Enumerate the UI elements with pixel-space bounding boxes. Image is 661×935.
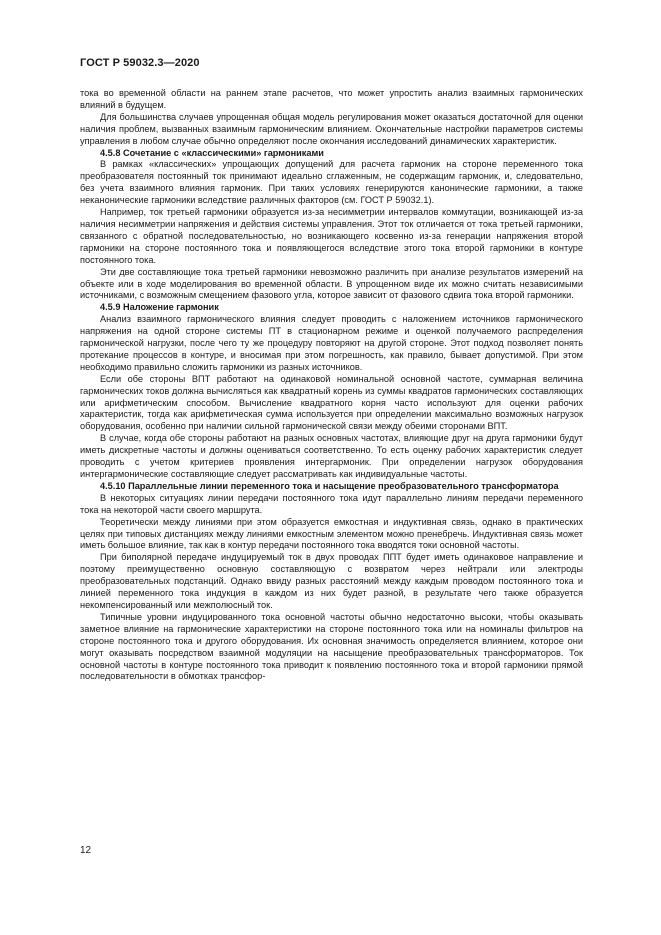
section-heading: 4.5.10 Параллельные линии переменного тока и насыщение преобразовательного трансформатора xyxy=(100,480,559,491)
paragraph: Если обе стороны ВПТ работают на одинаковой номинальной основной частоте, суммарная величина гармонических токов должна вычисляться как квадратный корень из суммы квадратов гармонических составляющих или арифметическим способом. Вычисление квадратного корня часто используют для оценки рабочих характеристик, тогда как арифметическая сумма используется при определении максимально возможных нагрузок оборудования, особенно при наличии сильной гармонической связи между обеими сторонами ВПТ. xyxy=(80,373,583,432)
document-header: ГОСТ Р 59032.3—2020 xyxy=(80,57,200,69)
paragraph: Типичные уровни индуцированного тока основной частоты обычно недостаточно высоки, чтобы оказывать заметное влияние на гармонические характеристики на стороне постоянного тока или на номиналы фильтров на стороне постоянного тока и другого оборудования. Их основная значимость определяется влиянием, которое они могут оказывать посредством взаимной модуляции на насыщение преобразовательных трансформаторов. Ток основной частоты в контуре постоянного тока приводит к появлению постоянного тока и второй гармоники прямой последовательности в обмотках трансфор- xyxy=(80,611,583,682)
page-number: 12 xyxy=(80,845,92,856)
document-body xyxy=(80,88,583,683)
paragraph: При биполярной передаче индуцируемый ток в двух проводах ППТ будет иметь одинаковое направление и поэтому преимущественно основную составляющую с возвратом через нейтрали или электроды преобразовательных подстанций. Однако ввиду разных расстояний между каждым проводом постоянного тока и линией переменного тока индукция в каждом из них будет разной, в результате чего также образуется некомпенсированный или межполюсный ток. xyxy=(80,552,583,610)
section-heading: 4.5.9 Наложение гармоник xyxy=(100,302,219,313)
paragraph: В случае, когда обе стороны работают на разных основных частотах, влияющие друг на друга гармоники будут иметь дискретные частоты и должны оцениваться соответственно. То есть оценку рабочих характеристик следует проводить с учетом критериев проявления интергармоник. При определении нагрузок оборудования интергармонические составляющие следует рассматривать как индивидуальные частоты. xyxy=(80,433,583,479)
paragraph: Например, ток третьей гармоники образуется из-за несимметрии интервалов коммутации, возникающей из-за наличия несимметрии напряжения и действия системы управления. Этот ток отличается от тока третьей гармоники, связанного с обратной последовательностью, но возникающего косвенно из-за генерации напряжения второй гармоники на стороне постоянного тока и появляющегося вследствие этого тока второй гармоники в контуре постоянного тока. xyxy=(80,207,583,265)
section-heading: 4.5.8 Сочетание с «классическими» гармониками xyxy=(100,147,324,158)
paragraph: Теоретически между линиями при этом образуется емкостная и индуктивная связь, однако в практических целях при типовых дистанциях между линиями емкостным элементом можно пренебречь. Индуктивная связь может иметь большое влияние, так как в контур передачи постоянного тока вводятся токи основной частоты. xyxy=(80,516,583,551)
paragraph: тока во временной области на раннем этапе расчетов, что может упростить анализ взаимных гармонических влияний в будущем. xyxy=(80,88,583,110)
paragraph: В некоторых ситуациях линии передачи постоянного тока идут параллельно линиям передачи переменного тока на некоторой части своего маршрута. xyxy=(80,492,583,515)
paragraph: В рамках «классических» упрощающих допущений для расчета гармоник на стороне переменного тока преобразователя постоянный ток принимают идеально сглаженным, не содержащим гармоник, и, следовательно, без учета взаимного влияния гармоник. При таких условиях генерируются канонические гармоники, а также неканонические гармоники вследствие различных факторов (см. ГОСТ Р 59032.1). xyxy=(80,159,583,206)
paragraph: Эти две составляющие тока третьей гармоники невозможно различить при анализе результатов измерений на объекте или в ходе моделирования во временной области. В упрощенном виде их можно считать независимыми источниками, с возможным смещением фазового угла, которое зависит от фазового сдвига тока второй гармоники. xyxy=(80,266,583,301)
paragraph: Для большинства случаев упрощенная общая модель регулирования может оказаться достаточной для оценки наличия проблем, вызванных взаимным гармоническим влиянием. Окончательные настройки параметров системы управления в любом случае обычно определяют после окончания исследований динамических характеристик. xyxy=(80,111,583,146)
paragraph: Анализ взаимного гармонического влияния следует проводить с наложением источников гармонического напряжения на одной стороне системы ПТ в стационарном режиме и оценкой получаемого распределения гармонической нагрузки, после чего ту же процедуру повторяют на другой стороне. Этот подход позволяет понять протекание процессов в контуре, и вносимая при этом погрешность, как правило, бывает допустимой. При этом необходимо правильно сложить гармоники из разных источников. xyxy=(80,314,583,372)
